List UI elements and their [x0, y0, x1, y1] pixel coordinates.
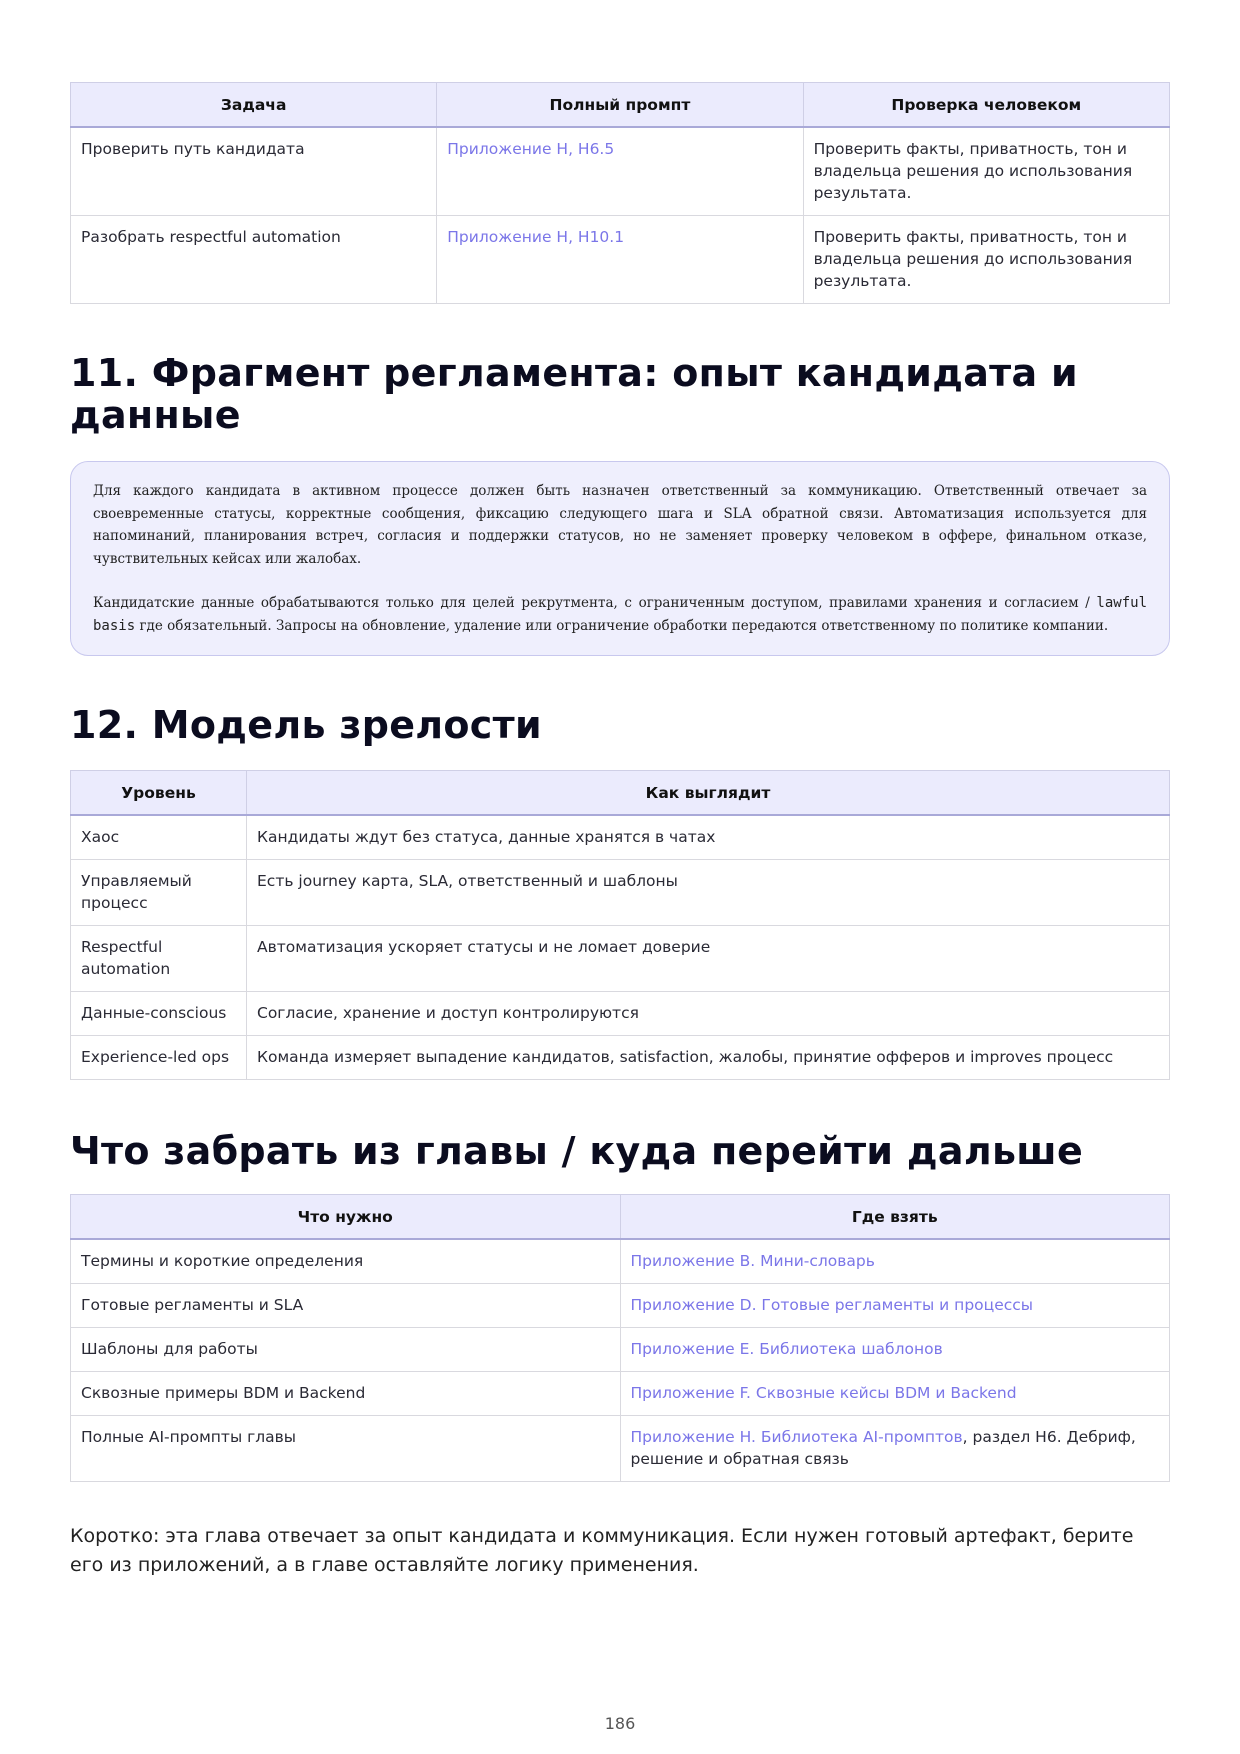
table-header-row — [71, 83, 1170, 128]
table-header-row — [71, 1195, 1170, 1240]
callout-paragraph-1: Для каждого кандидата в активном процессе должен быть назначен ответственный за коммуникацию. Ответственный отвечает за своевременные статусы, корректные сообщения, фиксацию следующего шага и SLA обратной связи. Автоматизация используется для напоминаний, планирования встреч, согласия и поддержки статусов, но не заменяет проверку человеком в оффере, финальном отказе, чувствительных кейсах или жалобах. — [93, 483, 1147, 567]
next-steps-title: Что забрать из главы / куда перейти дальше — [70, 1129, 1084, 1173]
check-cell: Проверить факты, приватность, тон и владельца решения до использования результата. — [803, 127, 1169, 216]
maturity-table — [70, 770, 1170, 1080]
appendix-link[interactable]: Приложение D. Готовые регламенты и процессы — [630, 1296, 1034, 1314]
table-row — [71, 127, 1170, 216]
prompt-link[interactable]: Приложение H, H6.5 — [447, 140, 615, 158]
column-header-level: Уровень — [71, 771, 247, 816]
next-steps-table — [70, 1194, 1170, 1482]
table-row — [71, 1372, 1170, 1416]
page-number: 186 — [604, 1714, 636, 1733]
description-cell: Команда измеряет выпадение кандидатов, satisfaction, жалобы, принятие офферов и improves процесс — [247, 1036, 1170, 1080]
table-header-row — [71, 771, 1170, 816]
callout-text: Кандидатские данные обрабатываются только для целей рекрутмента, с ограниченным доступом, правилами хранения и согласием / — [93, 595, 1097, 611]
chapter-summary: Коротко: эта глава отвечает за опыт кандидата и коммуникация. Если нужен готовый артефакт, берите его из приложений, а в главе оставляйте логику применения. — [70, 1525, 1134, 1576]
task-cell: Проверить путь кандидата — [71, 127, 437, 216]
appendix-link[interactable]: Приложение E. Библиотека шаблонов — [630, 1340, 943, 1358]
description-cell: Есть journey карта, SLA, ответственный и шаблоны — [247, 860, 1170, 926]
source-cell — [620, 1372, 1170, 1416]
check-cell: Проверить факты, приватность, тон и владельца решения до использования результата. — [803, 216, 1169, 304]
appendix-link[interactable]: Приложение F. Сквозные кейсы BDM и Backend — [630, 1384, 1017, 1402]
source-cell — [620, 1239, 1170, 1284]
source-cell — [620, 1284, 1170, 1328]
column-header-task: Задача — [71, 83, 437, 128]
column-header-prompt: Полный промпт — [437, 83, 803, 128]
table-row — [71, 1284, 1170, 1328]
description-cell: Автоматизация ускоряет статусы и не ломает доверие — [247, 926, 1170, 992]
callout-paragraph-2 — [93, 592, 1147, 637]
description-cell: Согласие, хранение и доступ контролируются — [247, 992, 1170, 1036]
table-row — [71, 926, 1170, 992]
description-cell: Кандидаты ждут без статуса, данные хранятся в чатах — [247, 815, 1170, 860]
column-header-need: Что нужно — [71, 1195, 621, 1240]
section-11-title: 11. Фрагмент регламента: опыт кандидата и данные — [70, 351, 1078, 437]
table-row — [71, 216, 1170, 304]
column-header-check: Проверка человеком — [803, 83, 1169, 128]
level-cell: Experience-led ops — [71, 1036, 247, 1080]
table-row — [71, 1328, 1170, 1372]
column-header-source: Где взять — [620, 1195, 1170, 1240]
prompt-link-cell — [437, 216, 803, 304]
level-cell: Управляемый процесс — [71, 860, 247, 926]
task-cell: Разобрать respectful automation — [71, 216, 437, 304]
level-cell: Хаос — [71, 815, 247, 860]
table-row — [71, 1036, 1170, 1080]
prompt-link-cell — [437, 127, 803, 216]
callout-text: где обязательный. Запросы на обновление, удаление или ограничение обработки передаются ответственному по политике компании. — [135, 617, 1109, 634]
page-content — [70, 82, 1170, 1599]
table-row — [71, 992, 1170, 1036]
need-cell: Полные AI-промпты главы — [71, 1416, 621, 1482]
level-cell: Данные-conscious — [71, 992, 247, 1036]
prompts-table — [70, 82, 1170, 304]
appendix-link[interactable]: Приложение H. Библиотека AI-промптов — [630, 1428, 963, 1446]
table-row — [71, 860, 1170, 926]
table-row — [71, 815, 1170, 860]
inline-code: lawful basis — [93, 595, 1147, 634]
source-cell — [620, 1328, 1170, 1372]
regulation-callout — [70, 461, 1170, 656]
table-row — [71, 1416, 1170, 1482]
column-header-description: Как выглядит — [247, 771, 1170, 816]
prompt-link[interactable]: Приложение H, H10.1 — [447, 228, 625, 246]
need-cell: Сквозные примеры BDM и Backend — [71, 1372, 621, 1416]
need-cell: Готовые регламенты и SLA — [71, 1284, 621, 1328]
need-cell: Шаблоны для работы — [71, 1328, 621, 1372]
section-12-title: 12. Модель зрелости — [70, 703, 542, 747]
table-row — [71, 1239, 1170, 1284]
level-cell: Respectful automation — [71, 926, 247, 992]
source-note: , раздел H6. Дебриф, решение и обратная связь — [630, 1428, 1136, 1468]
appendix-link[interactable]: Приложение B. Мини-словарь — [630, 1252, 875, 1270]
need-cell: Термины и короткие определения — [71, 1239, 621, 1284]
source-cell — [620, 1416, 1170, 1482]
